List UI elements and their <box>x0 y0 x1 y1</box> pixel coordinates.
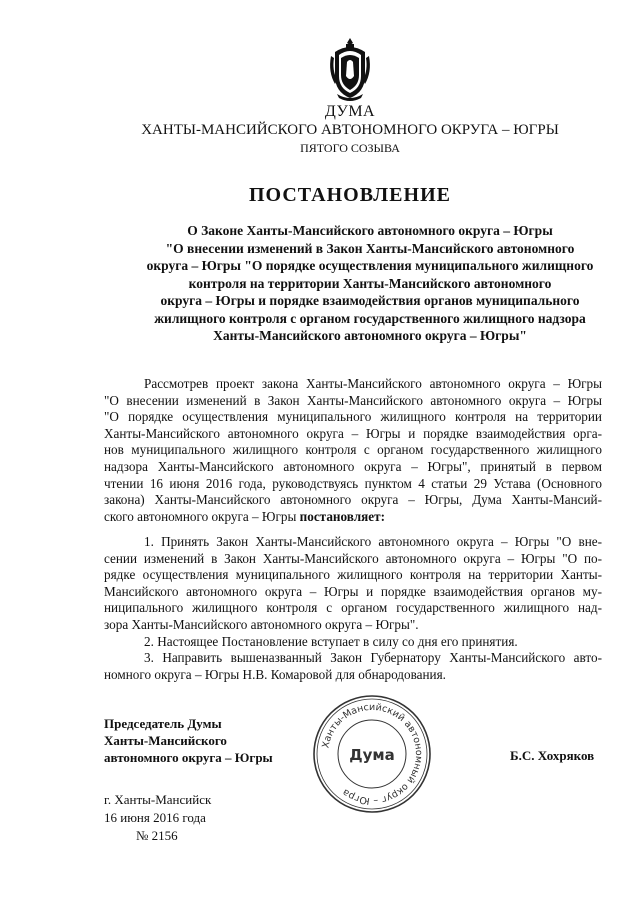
position-line: Председатель Думы <box>104 716 222 731</box>
preamble-line: надзора Ханты-Мансийского автономного округа – Югры", принятый в первом <box>104 458 602 474</box>
preamble-line: чтении 16 июня 2016 года, руководствуясь пунктом 4 статьи 29 Устава (Основного <box>104 475 602 491</box>
convocation-header: ПЯТОГО СОЗЫВА <box>300 141 400 155</box>
subject-line: О Законе Ханты-Мансийского автономного округа – Югры <box>187 223 553 238</box>
subject-line: контроля на территории Ханты-Мансийского автономного <box>188 275 552 291</box>
preamble-line: "О внесении изменений в Закон Ханты-Мансийского автономного округа – Югры <box>104 392 602 408</box>
item-1-line: сении изменений в Закон Ханты-Мансийского автономного округа – Югры "О по- <box>104 550 602 566</box>
subject-line: округа – Югры и порядке взаимодействия органов муниципального <box>160 293 580 308</box>
city: г. Ханты-Мансийск <box>104 792 212 807</box>
document-footer <box>104 791 211 845</box>
subject-line: жилищного контроля с органом государственного жилищного надзора <box>154 310 586 326</box>
preamble-line: Ханты-Мансийского автономного округа – Югры и порядке взаимодействия орга- <box>104 425 602 441</box>
preamble-line: "О порядке осуществления муниципального жилищного контроля на территории <box>104 409 602 425</box>
subject-line: Ханты-Мансийского автономного округа – Югры" <box>213 328 527 343</box>
subject-line: округа – Югры "О порядке осуществления муниципального жилищного <box>146 258 594 273</box>
item-1-line: зора Ханты-Мансийского автономного округа – Югры". <box>104 616 419 632</box>
document-number: № 2156 <box>136 828 178 843</box>
region-header: ХАНТЫ-МАНСИЙСКОГО АВТОНОМНОГО ОКРУГА – ЮГРЫ <box>141 122 559 138</box>
official-stamp <box>310 692 434 816</box>
item-3-line: 3. Направить вышеназванный Закон Губернатору Ханты-Мансийского авто- <box>144 650 602 666</box>
subject-line: "О внесении изменений в Закон Ханты-Мансийского автономного <box>165 240 575 256</box>
document-title: ПОСТАНОВЛЕНИЕ <box>249 184 451 206</box>
resolves-keyword: постановляет: <box>299 508 385 524</box>
preamble-line: Рассмотрев проект закона Ханты-Мансийского автономного округа – Югры <box>144 376 602 391</box>
position-line: автономного округа – Югры <box>104 750 273 765</box>
preamble-last-line <box>104 509 602 526</box>
document-subject <box>112 222 628 345</box>
coat-of-arms-emblem <box>327 36 373 102</box>
signatory-position <box>104 715 273 766</box>
date: 16 июня 2016 года <box>104 810 206 825</box>
decree-items <box>104 534 602 683</box>
stamp-center-text: Дума <box>349 746 395 764</box>
preamble-line-text: ского автономного округа – Югры <box>104 508 297 524</box>
preamble-line: нов муниципального жилищного контроля с органом государственного жилищного <box>104 442 602 458</box>
duma-header: ДУМА <box>324 103 376 120</box>
preamble-line: закона) Ханты-Мансийского автономного округа – Югры, Дума Ханты-Мансий- <box>104 492 602 508</box>
item-1-line: 1. Принять Закон Ханты-Мансийского автономного округа – Югры "О вне- <box>144 534 602 549</box>
item-1-line: рядке осуществления муниципального жилищного контроля на территории Ханты- <box>104 567 602 583</box>
item-1-line: Мансийского автономного округа – Югры и порядке взаимодействия органов му- <box>104 583 602 599</box>
item-1-line: ниципального жилищного контроля с органом государственного жилищного над- <box>104 600 602 616</box>
preamble-paragraph <box>104 376 602 525</box>
stamp-ring-text: Ханты-Мансийский автономный округ – Югра <box>320 701 425 807</box>
signatory-name: Б.С. Хохряков <box>510 748 595 763</box>
position-line: Ханты-Мансийского <box>104 733 227 748</box>
item-2: 2. Настоящее Постановление вступает в силу со дня его принятия. <box>144 633 518 649</box>
item-3-line: номного округа – Югры Н.В. Комаровой для обнародования. <box>104 666 446 682</box>
